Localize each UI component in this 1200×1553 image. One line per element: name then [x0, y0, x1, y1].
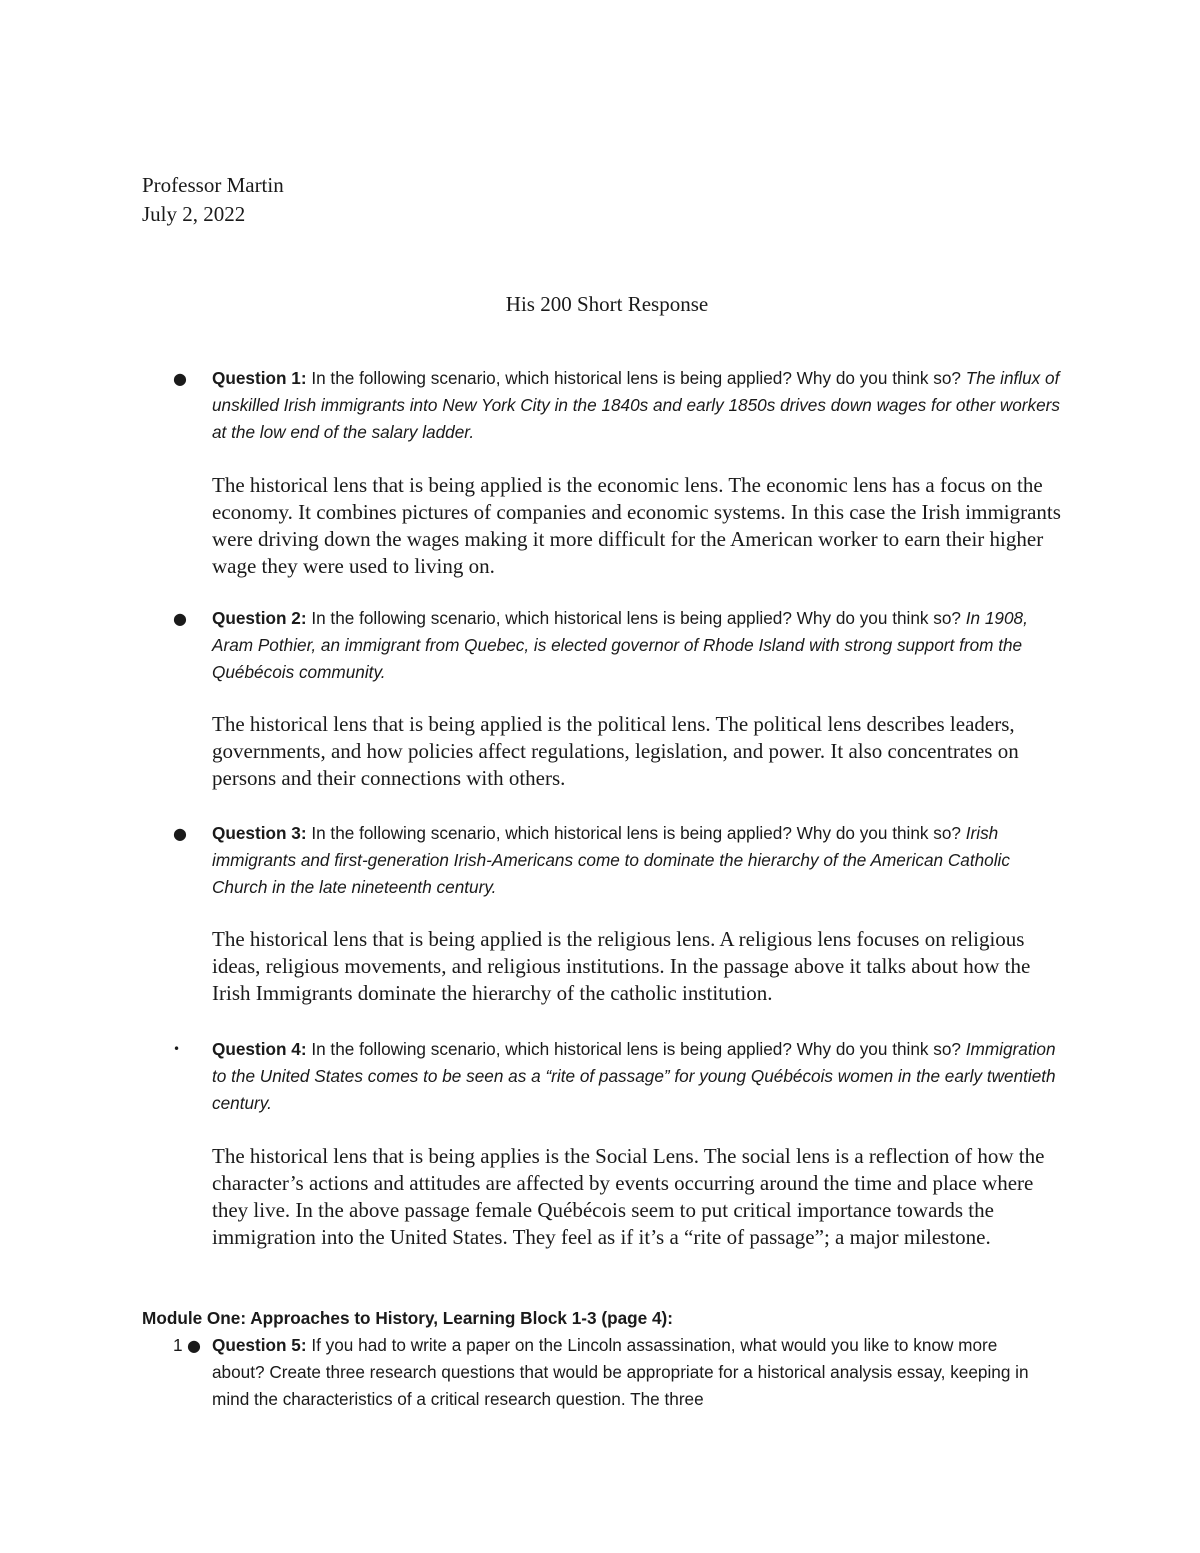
question-scenario: The influx of unskilled Irish immigrants into New York City in the 1840s and early 1850s drives down wages for other workers at the low end of the salary ladder. [212, 368, 1060, 442]
document-title: His 200 Short Response [505, 292, 709, 316]
bullet-icon: ● [173, 824, 187, 843]
question-scenario: In 1908, Aram Pothier, an immigrant from Quebec, is elected governor of Rhode Island with strong support from the Québécois community. [212, 608, 1028, 682]
question-label: Question 4: [212, 1039, 307, 1059]
question-2-answer: The historical lens that is being applied is the political lens. The political lens describes leaders, governments, and how policies affect regulations, legislation, and power. It also concentrates on persons and their connections with others. [212, 712, 1019, 790]
question-label: Question 5: [212, 1335, 307, 1355]
professor-name: Professor Martin [142, 173, 284, 197]
bullet-icon: • [173, 1042, 181, 1056]
question-4-prompt [212, 1036, 1062, 1117]
question-1-prompt [212, 365, 1062, 446]
question-1-answer: The historical lens that is being applied is the economic lens. The economic lens has a focus on the economy. It combines pictures of companies and economic systems. In this case the Irish immigrants were driving down the wages making it more difficult for the American worker to earn their higher wage they were used to living on. [212, 473, 1061, 578]
question-3-prompt [212, 820, 1062, 901]
question-text: In the following scenario, which historical lens is being applied? Why do you think so? [306, 368, 966, 388]
question-scenario: Irish immigrants and first-generation Irish-Americans come to dominate the hierarchy of the American Catholic Church in the late nineteenth century. [212, 823, 1010, 897]
question-2-prompt [212, 605, 1062, 686]
question-label: Question 2: [212, 608, 307, 628]
bullet-icon: ● [173, 369, 187, 388]
question-text: In the following scenario, which historical lens is being applied? Why do you think so? [306, 823, 966, 843]
question-text: In the following scenario, which historical lens is being applied? Why do you think so? [306, 1039, 966, 1059]
question-4-answer: The historical lens that is being applies is the Social Lens. The social lens is a reflection of how the character’s actions and attitudes are affected by events occurring around the time and place where they live. In the above passage female Québécois seem to put critical importance towards the immigration into the United States. They feel as if it’s a “rite of passage”; a major milestone. [212, 1144, 1045, 1249]
document-date: July 2, 2022 [142, 202, 246, 226]
bullet-icon: ● [173, 609, 187, 628]
question-text: If you had to write a paper on the Lincoln assassination, what would you like to know more about? Create three research questions that would be appropriate for a historical analysis essay, keeping in mind the characteristics of a critical research question. The three [212, 1335, 1029, 1409]
list-number: 1 [173, 1335, 183, 1355]
module-heading: Module One: Approaches to History, Learning Block 1-3 (page 4): [142, 1308, 673, 1328]
question-label: Question 1: [212, 368, 307, 388]
question-text: In the following scenario, which historical lens is being applied? Why do you think so? [306, 608, 966, 628]
question-3-answer: The historical lens that is being applied is the religious lens. A religious lens focuses on religious ideas, religious movements, and religious institutions. In the passage above it talks about how the Irish Immigrants dominate the hierarchy of the catholic institution. [212, 927, 1031, 1005]
question-5-prompt [212, 1332, 1042, 1413]
bullet-icon: ● [187, 1336, 201, 1355]
question-label: Question 3: [212, 823, 307, 843]
question-scenario: Immigration to the United States comes to be seen as a “rite of passage” for young Québécois women in the early twentieth century. [212, 1039, 1056, 1113]
